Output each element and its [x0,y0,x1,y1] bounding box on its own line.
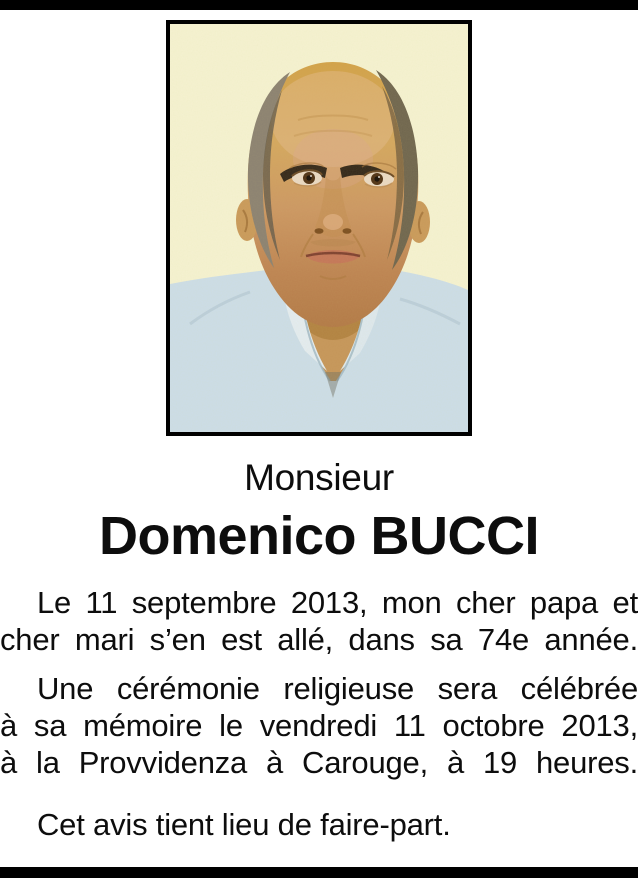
closing-paragraph [0,806,638,843]
scan-grain-overlay [170,24,468,432]
ceremony-paragraph [0,670,638,781]
ceremony-line: à sa mémoire le vendredi 11 octobre 2013, [0,708,638,743]
announcement-line: cher mari s’en est allé, dans sa 74e année. [0,622,638,657]
closing-line: Cet avis tient lieu de faire-part. [37,807,451,842]
salutation: Monsieur [244,457,394,498]
portrait-svg [170,24,468,432]
deceased-name: Domenico BUCCI [98,506,540,566]
announcement-paragraph [0,584,638,658]
notice-body [0,584,638,843]
announcement-line: Le 11 septembre 2013, mon cher papa et [37,585,638,620]
top-rule-bar [0,0,638,10]
ceremony-line: Une cérémonie religieuse sera célébrée [37,671,638,706]
portrait-photo [166,20,472,436]
ceremony-line: à la Provvidenza à Carouge, à 19 heures. [0,745,638,780]
bottom-rule-bar [0,867,638,878]
